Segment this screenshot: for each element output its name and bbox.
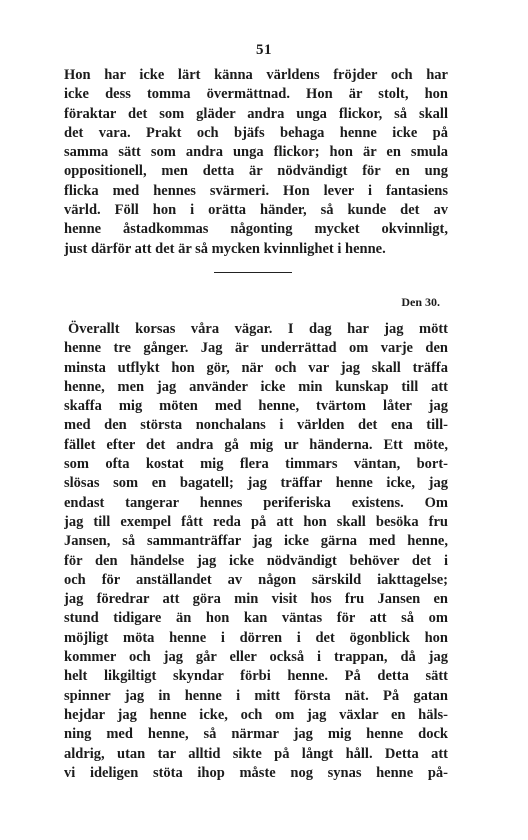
text-line: slösas som en bagatell; jag träffar henne icke, jag bbox=[64, 475, 448, 492]
text-line: fället efter det andra gå mig ur händerna. Ett möte, bbox=[64, 436, 448, 453]
text-line: henne tre gånger. Jag är underrättad om varje den bbox=[64, 340, 448, 357]
text-line: minsta utflykt hon gör, när och var jag skall träffa bbox=[64, 359, 448, 376]
text-line: henne åstadkommas någonting mycket okvinnligt, bbox=[64, 221, 448, 238]
text-line: aldrig, utan tar alltid sikte på långt håll. Detta att bbox=[64, 745, 448, 762]
text-line: henne, men jag använder icke min kunskap till att bbox=[64, 378, 448, 395]
text-line: föraktar det som gläder andra unga flickor, så skall bbox=[64, 105, 448, 122]
text-line: endast tangerar hennes periferiska existens. Om bbox=[64, 494, 448, 511]
section-divider bbox=[214, 272, 292, 273]
text-line: kommer och jag går eller också i trappan, då jag bbox=[64, 649, 448, 666]
text-line: jag föredrar att göra min visit hos fru Jansen en bbox=[64, 591, 448, 608]
text-line: icke dess tomma övermättnad. Hon är stolt, hon bbox=[64, 86, 448, 103]
text-line: det vara. Prakt och bjäfs behaga henne icke på bbox=[64, 124, 448, 141]
text-line: just därför att det är så mycken kvinnlighet i henne. bbox=[64, 240, 386, 257]
text-line: skaffa mig möten med henne, tvärtom låter jag bbox=[64, 398, 448, 415]
text-line: hejdar jag henne icke, och om jag växlar en häls- bbox=[64, 706, 448, 723]
section-date: Den 30. bbox=[401, 295, 440, 309]
paragraph-2 bbox=[64, 320, 448, 783]
text-line: oppositionell, men detta är nödvändigt för en ung bbox=[64, 163, 448, 180]
text-line: samma sätt som andra unga flickor; hon är en smula bbox=[64, 144, 448, 161]
paragraph-1 bbox=[64, 66, 448, 259]
text-line: med den största nonchalans i världen det ena till- bbox=[64, 417, 448, 434]
text-line: för den händelse jag icke nödvändigt behöver det i bbox=[64, 552, 448, 569]
text-line: och för anställandet av någon särskild iakttagelse; bbox=[64, 571, 448, 588]
text-line: Hon har icke lärt känna världens fröjder och har bbox=[64, 67, 448, 83]
text-line: värld. Föll hon i orätta händer, så kunde det av bbox=[64, 202, 448, 219]
text-line: möjligt möta henne i dörren i det ögonblick hon bbox=[64, 629, 448, 646]
page-number: 51 bbox=[256, 42, 272, 58]
text-line: som ofta kostat mig flera timmars väntan, bort- bbox=[64, 456, 448, 473]
text-line: stund tidigare än hon kan väntas för att så om bbox=[64, 610, 448, 627]
text-line: vi ideligen stöta ihop måste nog synas henne på- bbox=[64, 764, 448, 781]
text-line: spinner jag in henne i mitt första nät. På gatan bbox=[64, 687, 448, 704]
text-line: jag till exempel fått reda på att hon skall besöka fru bbox=[64, 513, 448, 530]
text-line: ning med henne, så närmar jag mig henne dock bbox=[64, 726, 448, 743]
text-line: Överallt korsas våra vägar. I dag har jag mött bbox=[68, 321, 448, 337]
text-line: Jansen, så sammanträffar jag icke gärna med henne, bbox=[64, 533, 448, 550]
text-line: helt likgiltigt skyndar förbi henne. På detta sätt bbox=[64, 668, 448, 685]
text-line: flicka med hennes svärmeri. Hon lever i fantasiens bbox=[64, 182, 448, 199]
